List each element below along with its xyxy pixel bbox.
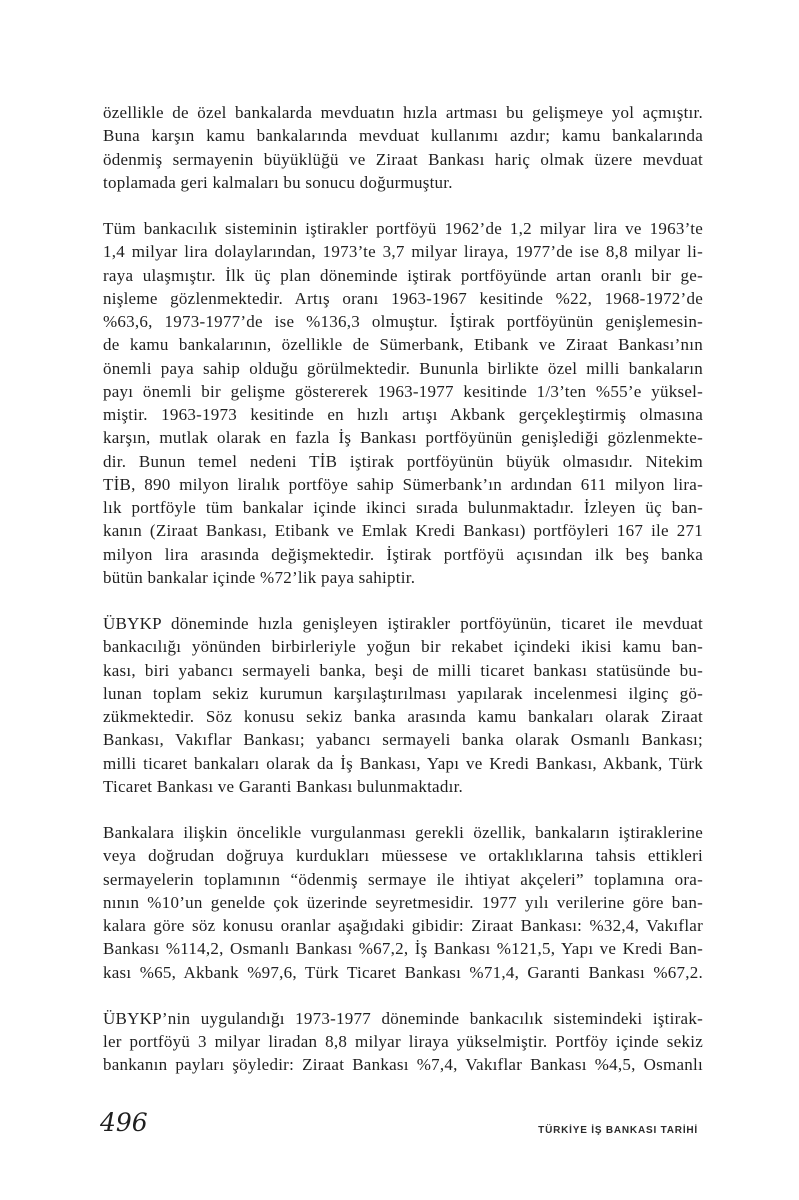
body-text-block xyxy=(103,101,703,1077)
text-line: de kamu bankalarının, özellikle de Sümerbank, Etibank ve Ziraat Bankası’nın xyxy=(103,335,703,355)
text-line: payı önemli bir gelişme göstererek 1963-1977 kesitinde 1/3’ten %55’e yüksel- xyxy=(103,381,703,401)
text-line: %63,6, 1973-1977’de ise %136,3 olmuştur. İştirak portföyünün genişlemesin- xyxy=(103,312,703,331)
text-line: kanın (Ziraat Bankası, Etibank ve Emlak Kredi Bankası) portföyleri 167 ile 271 xyxy=(103,521,703,541)
text-line: sermayelerin toplamının “ödenmiş sermaye ile ihtiyat akçeleri” toplamına ora- xyxy=(103,869,703,889)
text-line: dir. Bunun temel nedeni TİB iştirak portföyünün büyük olmasıdır. Nitekim xyxy=(103,451,703,471)
text-line: Ticaret Bankası ve Garanti Bankası bulunmaktadır. xyxy=(103,776,464,796)
text-line: lunan toplam sekiz kurumun karşılaştırılması yapılarak incelenmesi ilginç gö- xyxy=(103,683,703,703)
page-number: 496 xyxy=(100,1108,148,1137)
text-line: milyon lira arasında değişmektedir. İştirak portföyü açısından ilk beş banka xyxy=(103,544,703,564)
text-line: kası %65, Akbank %97,6, Türk Ticaret Bankası %71,4, Garanti Bankası %67,2. xyxy=(103,962,703,982)
text-line: zükmektedir. Söz konusu sekiz banka arasında kamu bankaları olarak Ziraat xyxy=(103,707,703,726)
text-line: Bankası, Vakıflar Bankası; yabancı sermayeli banka olarak Osmanlı Bankası; xyxy=(103,730,703,750)
text-line: ÜBYKP döneminde hızla genişleyen iştirakler portföyünün, ticaret ile mevduat xyxy=(103,614,703,633)
text-line: Bankalara ilişkin öncelikle vurgulanması gerekli özellik, bankaların iştiraklerine xyxy=(103,823,703,842)
text-line: kalara göre söz konusu oranlar aşağıdaki gibidir: Ziraat Bankası: %32,4, Vakıflar xyxy=(103,916,703,935)
text-line: lık portföyle tüm bankalar içinde ikinci sırada bulunmaktadır. İzleyen üç ban- xyxy=(103,498,703,517)
paragraph xyxy=(103,217,703,589)
text-line: Tüm bankacılık sisteminin iştirakler portföyü 1962’de 1,2 milyar lira ve 1963’te xyxy=(103,219,703,238)
text-line: ÜBYKP’nin uygulandığı 1973-1977 döneminde bankacılık sistemindeki iştirak- xyxy=(103,1008,703,1028)
text-line: nişleme gözlenmektedir. Artış oranı 1963-1967 kesitinde %22, 1968-1972’de xyxy=(103,288,703,308)
paragraph xyxy=(103,101,703,194)
text-line: Buna karşın kamu bankalarında mevduat kullanımı azdır; kamu bankalarında xyxy=(103,126,703,146)
text-line: veya doğrudan doğruya kurdukları müessese ve ortaklıklarına tahsis ettikleri xyxy=(103,846,703,866)
paragraph xyxy=(103,821,703,984)
text-line: bankacılığı yönünden birbirleriyle yoğun bir rekabet içindeki ikisi kamu ban- xyxy=(103,637,703,657)
text-line: TİB, 890 milyon liralık portföye sahip Sümerbank’ın ardından 611 milyon lira- xyxy=(103,474,703,494)
text-line: bankanın payları şöyledir: Ziraat Bankası %7,4, Vakıflar Bankası %4,5, Osmanlı xyxy=(103,1055,703,1075)
text-line: Bankası %114,2, Osmanlı Bankası %67,2, İş Bankası %121,5, Yapı ve Kredi Ban- xyxy=(103,939,703,959)
text-line: raya ulaşmıştır. İlk üç plan döneminde iştirak portföyünde artan oranlı bir ge- xyxy=(103,265,703,285)
text-line: ödenmiş sermayenin büyüklüğü ve Ziraat Bankası hariç olmak üzere mevduat xyxy=(103,149,703,169)
text-line: milli ticaret bankaları olarak da İş Bankası, Yapı ve Kredi Bankası, Akbank, Türk xyxy=(103,753,703,773)
text-line: ler portföyü 3 milyar liradan 8,8 milyar liraya yükselmiştir. Portföy içinde sekiz xyxy=(103,1032,703,1051)
running-title: TÜRKİYE İŞ BANKASI TARİHİ xyxy=(538,1125,698,1136)
text-line: özellikle de özel bankalarda mevduatın hızla artması bu gelişmeye yol açmıştır. xyxy=(103,103,703,122)
text-line: önemli paya sahip olduğu görülmektedir. Bununla birlikte özel milli bankaların xyxy=(103,358,703,378)
text-line: toplamada geri kalmaları bu sonucu doğurmuştur. xyxy=(103,172,453,192)
text-line: nının %10’un genelde çok üzerinde seyretmesidir. 1977 yılı verilerine göre ban- xyxy=(103,892,703,912)
paragraph xyxy=(103,1007,703,1077)
text-line: kası, biri yabancı sermayeli banka, beşi de milli ticaret bankası statüsünde bu- xyxy=(103,660,703,680)
text-line: karşın, mutlak olarak en fazla İş Bankası portföyünün genişlediği gözlenmekte- xyxy=(103,428,703,448)
text-line: 1,4 milyar lira dolaylarından, 1973’te 3,7 milyar liraya, 1977’de ise 8,8 milyar li- xyxy=(103,242,703,262)
paragraph xyxy=(103,612,703,798)
text-line: bütün bankalar içinde %72’lik paya sahiptir. xyxy=(103,567,416,587)
text-line: miştir. 1963-1973 kesitinde en hızlı artışı Akbank gerçekleştirmiş olmasına xyxy=(103,405,703,424)
